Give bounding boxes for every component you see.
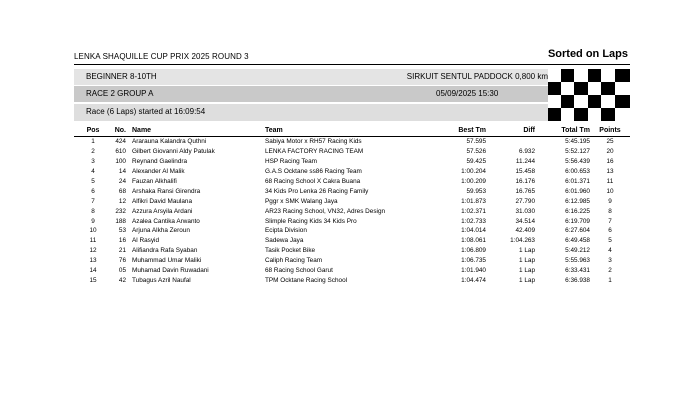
cell-points: 3 — [608, 257, 612, 265]
header-bar — [74, 50, 630, 65]
cell-name: Arjuna Alkha Zeroun — [132, 227, 190, 235]
cell-pos: 11 — [89, 237, 97, 245]
cell-best: 59.953 — [466, 187, 486, 195]
cell-no: 424 — [115, 138, 126, 146]
table-row — [74, 167, 630, 177]
cell-best: 57.595 — [466, 138, 486, 146]
table-row — [74, 177, 630, 187]
cell-pos: 12 — [89, 247, 97, 255]
race-label: RACE 2 GROUP A — [86, 89, 154, 98]
cell-team: HSP Racing Team — [265, 158, 317, 166]
cell-pos: 10 — [89, 227, 97, 235]
cell-name: Reynand Gaelindra — [132, 158, 188, 166]
col-name: Name — [132, 126, 152, 134]
cell-points: 1 — [608, 276, 612, 284]
date-label: 05/09/2025 15:30 — [436, 89, 499, 98]
cell-total: 6:16.225 — [565, 207, 590, 215]
cell-diff: 42.409 — [515, 227, 535, 235]
cell-best: 1:06.735 — [461, 257, 486, 265]
cell-team: Tasik Pocket Bike — [265, 247, 316, 255]
cell-best: 1:00.209 — [461, 178, 486, 185]
cell-no: 68 — [118, 187, 126, 195]
cell-no: 42 — [118, 276, 126, 284]
col-diff: Diff — [523, 126, 535, 134]
table-row — [74, 147, 630, 157]
cell-name: Tubagus Azril Naufal — [132, 276, 191, 284]
cell-no: 188 — [115, 217, 126, 225]
cell-pos: 13 — [89, 257, 97, 265]
cell-no: 12 — [118, 197, 126, 205]
cell-points: 25 — [606, 138, 614, 146]
cell-total: 6:19.709 — [565, 217, 590, 225]
col-best: Best Tm — [458, 126, 486, 134]
results-body — [74, 137, 630, 286]
cell-team: 68 Racing School X Cakra Buana — [265, 178, 361, 185]
cell-total: 6:12.985 — [565, 197, 590, 205]
start-label: Race (6 Laps) started at 16:09:54 — [86, 107, 206, 116]
cell-name: Azalea Cantika Arwanto — [132, 217, 200, 225]
cell-name: Alexander Al Malik — [132, 168, 185, 176]
cell-team: G.A.S Ocktane ss86 Racing Team — [265, 168, 362, 176]
cell-best: 1:01.940 — [461, 267, 486, 275]
cell-pos: 14 — [89, 267, 97, 275]
cell-diff: 34.514 — [515, 217, 535, 225]
circuit-label: SIRKUIT SENTUL PADDOCK 0,800 km — [406, 72, 548, 81]
cell-points: 9 — [608, 197, 612, 205]
table-row — [74, 196, 630, 206]
results-table — [74, 125, 630, 285]
cell-name: Azzura Arsyila Ardani — [132, 207, 193, 215]
cell-diff: 1 Lap — [519, 257, 535, 265]
cell-total: 6:27.604 — [565, 227, 590, 235]
table-row — [74, 246, 630, 256]
cell-team: Sadewa Jaya — [265, 237, 304, 245]
cell-no: 100 — [115, 158, 126, 166]
table-row — [74, 226, 630, 236]
cell-points: 7 — [608, 217, 612, 225]
table-row — [74, 256, 630, 266]
cell-diff: 27.790 — [515, 197, 535, 205]
cell-team: Slimple Racing Kids 34 Kids Pro — [265, 217, 357, 225]
cell-diff: 6.932 — [519, 148, 535, 156]
cell-total: 5:52.127 — [565, 148, 590, 156]
cell-name: Muhammad Umar Maliki — [132, 257, 202, 265]
cell-best: 59.425 — [466, 158, 486, 166]
info-band-category — [74, 69, 548, 85]
cell-best: 1:02.733 — [461, 217, 486, 225]
cell-points: 2 — [608, 267, 612, 275]
cell-pos: 6 — [91, 187, 95, 195]
cell-total: 6:36.938 — [565, 276, 590, 284]
col-points: Points — [599, 126, 621, 134]
col-team: Team — [265, 126, 283, 134]
cell-no: 53 — [118, 227, 126, 235]
cell-no: 610 — [115, 148, 126, 156]
cell-total: 5:45.195 — [565, 138, 590, 146]
cell-total: 5:55.963 — [565, 257, 590, 265]
cell-team: 68 Racing School Garut — [265, 267, 333, 275]
cell-points: 11 — [606, 178, 614, 185]
cell-total: 5:56.439 — [565, 158, 590, 166]
cell-name: Al Rasyid — [132, 237, 159, 245]
cell-team: TPM Ocktane Racing School — [265, 276, 348, 284]
cell-points: 8 — [608, 207, 612, 215]
cell-pos: 8 — [91, 207, 95, 215]
cell-diff: 16.176 — [515, 178, 535, 185]
cell-diff: 31.030 — [515, 207, 535, 215]
cell-best: 1:00.204 — [461, 168, 486, 176]
cell-best: 1:01.873 — [461, 197, 486, 205]
cell-name: Alfikri David Maulana — [132, 197, 193, 205]
cell-team: Pggr x SMK Walang Jaya — [265, 197, 338, 205]
cell-pos: 15 — [89, 276, 97, 284]
table-row — [74, 216, 630, 226]
race-info-box — [74, 69, 630, 122]
col-no: No. — [114, 126, 126, 134]
cell-team: Sabiya Motor x RH57 Racing Kids — [265, 138, 362, 146]
cell-pos: 3 — [91, 158, 95, 166]
cell-name: Alifiandra Rafa Syaban — [132, 247, 198, 255]
cell-diff: 11.244 — [515, 158, 535, 166]
cell-diff: 15.458 — [515, 168, 535, 176]
cell-no: 76 — [118, 257, 126, 265]
cell-team: 34 Kids Pro Lenka 26 Racing Family — [265, 187, 369, 195]
cell-team: Ecipta Division — [265, 227, 307, 235]
event-title: LENKA SHAQUILLE CUP PRIX 2025 ROUND 3 — [74, 52, 249, 61]
cell-diff — [486, 137, 535, 147]
table-row — [74, 275, 630, 285]
cell-best: 1:06.809 — [461, 247, 486, 255]
cell-name: Fauzan Alkhalifi — [132, 178, 177, 185]
cell-pos: 4 — [91, 168, 95, 176]
cell-diff: 1:04.263 — [510, 237, 535, 245]
cell-total: 6:00.653 — [565, 168, 590, 176]
cell-pos: 2 — [91, 148, 95, 156]
table-row — [74, 186, 630, 196]
cell-best: 1:02.371 — [461, 207, 486, 215]
cell-no: 24 — [118, 178, 126, 185]
cell-pos: 5 — [91, 178, 95, 185]
cell-best: 57.526 — [466, 148, 486, 156]
cell-diff: 1 Lap — [519, 276, 535, 284]
cell-no: 21 — [118, 247, 126, 255]
cell-points: 5 — [608, 237, 612, 245]
table-row — [74, 206, 630, 216]
cell-team: LENKA FACTORY RACING TEAM — [265, 148, 364, 156]
cell-points: 13 — [606, 168, 614, 176]
table-row — [74, 266, 630, 276]
cell-no: 14 — [118, 168, 126, 176]
cell-pos: 9 — [91, 217, 95, 225]
info-band-start — [74, 104, 548, 121]
cell-diff: 1 Lap — [519, 267, 535, 275]
table-row — [74, 236, 630, 246]
sort-label: Sorted on Laps — [547, 48, 628, 60]
cell-best: 1:04.014 — [461, 227, 486, 235]
cell-name: Ararauna Kalandra Quthni — [132, 138, 207, 146]
table-row — [74, 157, 630, 167]
cell-diff: 16.765 — [515, 187, 535, 195]
cell-team: AR23 Racing School, VN32, Adres Design — [265, 207, 386, 215]
col-pos: Pos — [86, 126, 100, 134]
cell-pos: 7 — [91, 197, 95, 205]
cell-points: 4 — [608, 247, 612, 255]
results-sheet — [74, 48, 630, 284]
cell-points: 16 — [606, 158, 614, 166]
cell-points: 6 — [608, 227, 612, 235]
table-row — [74, 137, 630, 147]
cell-diff: 1 Lap — [519, 247, 535, 255]
cell-best: 1:04.474 — [461, 276, 486, 284]
category-label: BEGINNER 8-10TH — [86, 72, 157, 81]
cell-no: 05 — [118, 267, 126, 275]
cell-total: 6:01.371 — [565, 178, 590, 185]
cell-total: 6:01.960 — [565, 187, 590, 195]
table-header-row — [74, 125, 630, 137]
cell-name: Gilbert Giovanni Aldy Patulak — [132, 148, 215, 156]
cell-team: Caliph Racing Team — [265, 257, 323, 265]
info-band-race — [74, 86, 548, 102]
cell-no: 16 — [118, 237, 126, 245]
cell-points: 20 — [606, 148, 614, 156]
cell-no: 232 — [115, 207, 126, 215]
cell-points: 10 — [606, 187, 614, 195]
cell-name: Muhamad Davin Ruwadani — [132, 267, 209, 275]
cell-total: 6:49.458 — [565, 237, 590, 245]
cell-pos: 1 — [91, 138, 95, 146]
checkered-flag-icon — [548, 69, 630, 121]
cell-total: 5:49.212 — [565, 247, 590, 255]
cell-best: 1:08.061 — [461, 237, 486, 245]
cell-name: Arshaka Ransi Girendra — [132, 187, 201, 195]
col-total: Total Tm — [561, 126, 590, 134]
cell-total: 6:33.431 — [565, 267, 590, 275]
